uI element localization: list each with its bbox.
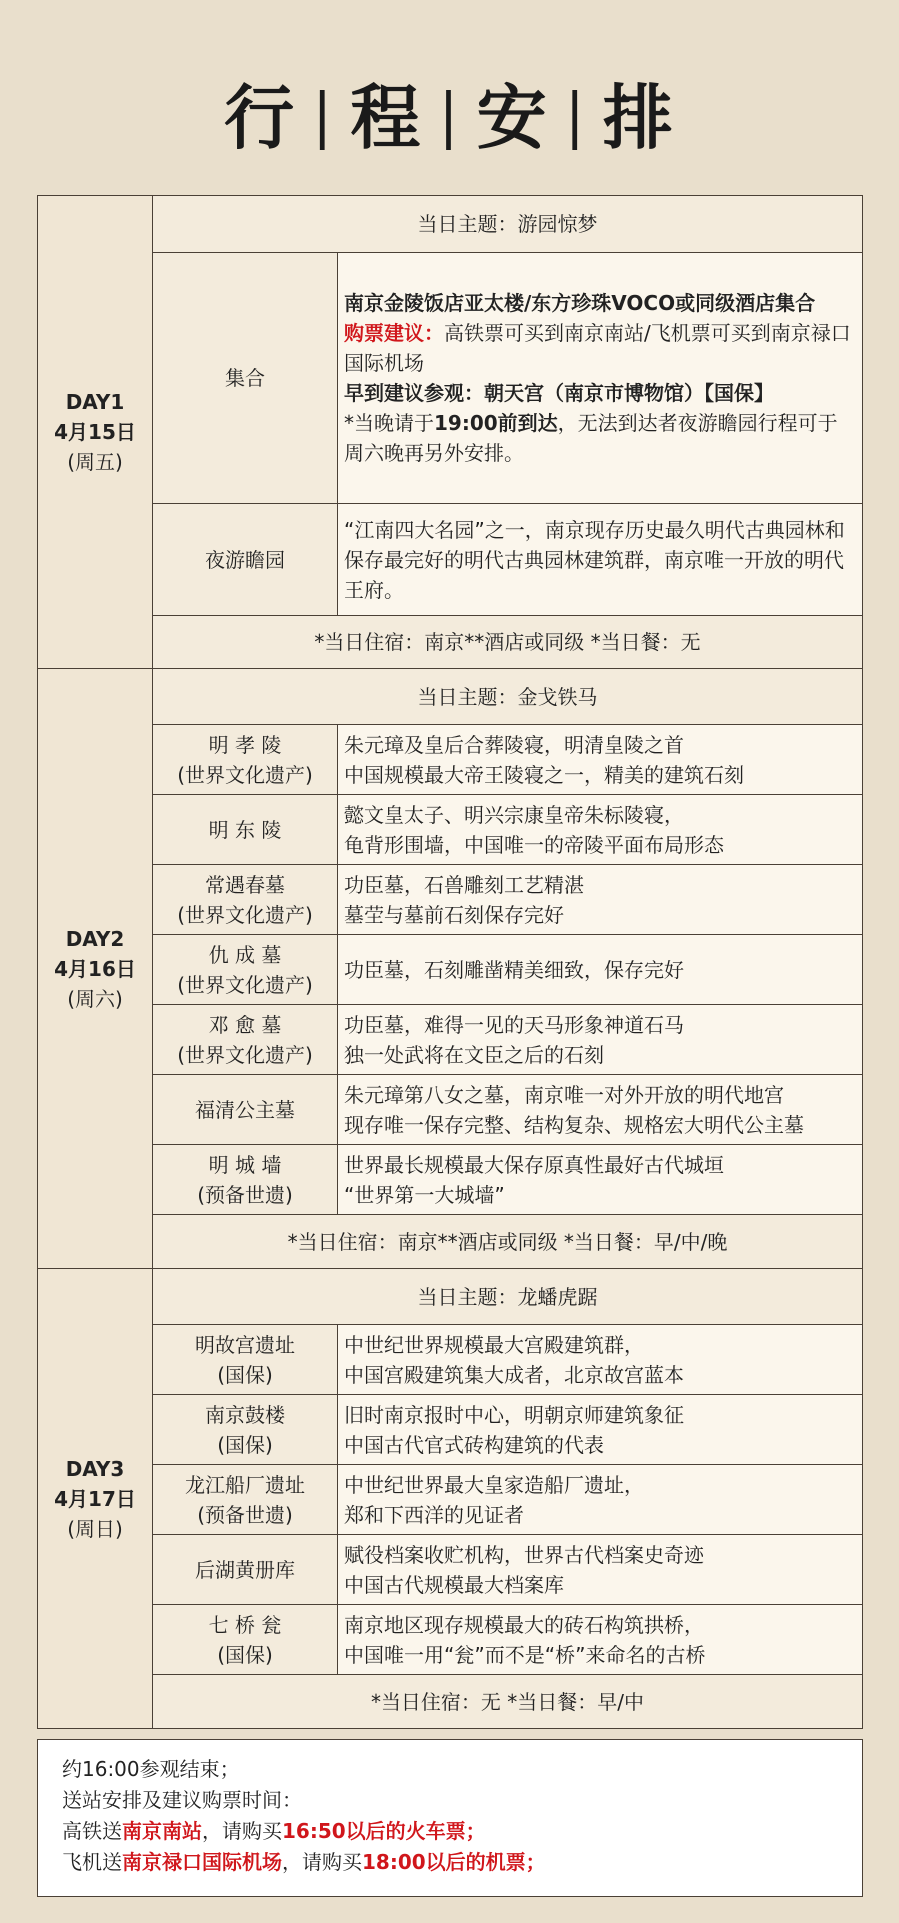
visit-advice <box>344 378 856 408</box>
desc-line: 中国规模最大帝王陵寝之一，精美的建筑石刻 <box>344 762 744 787</box>
desc-line: 中国唯一用“瓮”而不是“桥”来命名的古桥 <box>344 1642 706 1667</box>
desc-line: 中世纪世界规模最大宫殿建筑群， <box>344 1332 644 1357</box>
desc-line: 中国古代官式砖构建筑的代表 <box>344 1432 604 1457</box>
day-footer: *当日住宿：南京**酒店或同级 *当日餐：无 <box>153 616 863 669</box>
title-char: 安 <box>476 76 549 159</box>
place-title: 仇 成 墓 <box>208 942 282 967</box>
place-title: 七 桥 瓮 <box>208 1612 282 1637</box>
place-name <box>153 1145 338 1215</box>
place-title: 邓 愈 墓 <box>208 1012 282 1037</box>
ticket-advice <box>344 318 856 378</box>
day-date: 4月16日 <box>54 956 136 981</box>
table-row <box>38 616 863 669</box>
ticket-text: 高铁票可买到南京南站/飞机票可买到南京禄口国际机场 <box>344 321 851 375</box>
schedule-table <box>37 195 863 1729</box>
desc-line: 中世纪世界最大皇家造船厂遗址， <box>344 1472 644 1497</box>
place-description <box>338 725 863 795</box>
day-cell <box>38 1269 153 1729</box>
closing-line: 送站安排及建议购票时间： <box>62 1788 302 1812</box>
table-row <box>38 669 863 725</box>
desc-line: 南京地区现存规模最大的砖石构筑拱桥， <box>344 1612 704 1637</box>
text: 高铁送 <box>62 1819 122 1843</box>
day-label: DAY2 <box>65 926 125 951</box>
page-title <box>0 62 899 163</box>
ticket-label: 购票建议： <box>344 321 444 345</box>
place-description: “江南四大名园”之一，南京现存历史最久明代古典园林和保存最完好的明代古典园林建筑群，南京唯一开放的明代王府。 <box>338 504 863 616</box>
airport-name: 南京禄口国际机场 <box>122 1850 282 1874</box>
day-label: DAY3 <box>65 1456 125 1481</box>
note-suffix: ，无法到达者夜游瞻园行程可于周六晚再另外安排。 <box>344 411 838 465</box>
title-separator: | <box>564 81 587 151</box>
desc-line: 赋役档案收贮机构，世界古代档案史奇迹 <box>344 1542 704 1567</box>
desc-line: 功臣墓，石刻雕凿精美细致，保存完好 <box>344 957 684 982</box>
desc-line: 朱元璋第八女之墓，南京唯一对外开放的明代地宫 <box>344 1082 784 1107</box>
place-name <box>153 935 338 1005</box>
place-description <box>338 935 863 1005</box>
place-title: 后湖黄册库 <box>195 1557 295 1582</box>
desc-line: 朱元璋及皇后合葬陵寝，明清皇陵之首 <box>344 732 684 757</box>
place-description <box>338 1605 863 1675</box>
place-subtitle: (预备世遗) <box>197 1182 293 1207</box>
place-subtitle: (世界文化遗产) <box>177 1042 313 1067</box>
title-char: 程 <box>350 76 423 159</box>
closing-notes <box>37 1739 863 1897</box>
place-name: 夜游瞻园 <box>153 504 338 616</box>
table-row <box>38 1005 863 1075</box>
table-row <box>38 935 863 1005</box>
desc-line: 功臣墓，石兽雕刻工艺精湛 <box>344 872 584 897</box>
place-name <box>153 795 338 865</box>
place-description <box>338 1465 863 1535</box>
desc-line: 中国古代规模最大档案库 <box>344 1572 564 1597</box>
table-row <box>38 1075 863 1145</box>
place-name <box>153 1075 338 1145</box>
desc-line: 懿文皇太子、明兴宗康皇帝朱标陵寝， <box>344 802 684 827</box>
table-row <box>38 1675 863 1729</box>
table-row <box>38 1395 863 1465</box>
visit-text: 朝天宫（南京市博物馆）【国保】 <box>484 381 774 405</box>
desc-line: 独一处武将在文臣之后的石刻 <box>344 1042 604 1067</box>
place-name <box>153 865 338 935</box>
train-advice <box>62 1816 838 1847</box>
desc-line: 功臣墓，难得一见的天马形象神道石马 <box>344 1012 684 1037</box>
place-name: 集合 <box>153 253 338 504</box>
table-row <box>38 795 863 865</box>
day-theme: 当日主题：金戈铁马 <box>153 669 863 725</box>
table-row <box>38 1215 863 1269</box>
place-subtitle: (世界文化遗产) <box>177 972 313 997</box>
desc-line: 旧时南京报时中心，明朝京师建筑象征 <box>344 1402 684 1427</box>
place-subtitle: (国保) <box>217 1642 273 1667</box>
table-row <box>38 865 863 935</box>
desc-line: 现存唯一保存完整、结构复杂、规格宏大明代公主墓 <box>344 1112 804 1137</box>
place-name <box>153 1325 338 1395</box>
table-row <box>38 1145 863 1215</box>
table-row <box>38 1465 863 1535</box>
title-char: 排 <box>602 76 675 159</box>
place-title: 明 城 墙 <box>208 1152 282 1177</box>
assemble-description <box>338 253 863 504</box>
place-title: 常遇春墓 <box>205 872 285 897</box>
flight-advice <box>62 1847 838 1878</box>
ticket-time: 16:50以后的火车票； <box>282 1819 486 1843</box>
table-row <box>38 1325 863 1395</box>
text: 飞机送 <box>62 1850 122 1874</box>
place-title: 明 孝 陵 <box>208 732 282 757</box>
day-theme: 当日主题：龙蟠虎踞 <box>153 1269 863 1325</box>
place-name <box>153 1395 338 1465</box>
place-description <box>338 1325 863 1395</box>
day-date: 4月17日 <box>54 1486 136 1511</box>
day-weekday: (周五) <box>67 450 123 474</box>
desc-line: 龟背形围墙，中国唯一的帝陵平面布局形态 <box>344 832 724 857</box>
title-separator: | <box>312 81 335 151</box>
place-description <box>338 1075 863 1145</box>
place-description <box>338 865 863 935</box>
table-row <box>38 253 863 504</box>
table-row <box>38 504 863 616</box>
day-cell <box>38 669 153 1269</box>
place-name <box>153 1005 338 1075</box>
table-row <box>38 1605 863 1675</box>
arrival-note <box>344 408 856 468</box>
place-subtitle: (国保) <box>217 1432 273 1457</box>
place-description <box>338 795 863 865</box>
place-name <box>153 1535 338 1605</box>
day-weekday: (周日) <box>67 1516 123 1541</box>
place-subtitle: (国保) <box>217 1362 273 1387</box>
text: ，请购买 <box>202 1819 282 1843</box>
table-row <box>38 1269 863 1325</box>
title-char: 行 <box>224 76 297 159</box>
day-footer: *当日住宿：南京**酒店或同级 *当日餐：早/中/晚 <box>153 1215 863 1269</box>
desc-line: 郑和下西洋的见证者 <box>344 1502 524 1527</box>
day-theme: 当日主题：游园惊梦 <box>153 196 863 253</box>
closing-line: 约16:00参观结束； <box>62 1757 240 1781</box>
title-separator: | <box>438 81 461 151</box>
place-subtitle: (世界文化遗产) <box>177 762 313 787</box>
place-title: 南京鼓楼 <box>205 1402 285 1427</box>
desc-line: 中国宫殿建筑集大成者，北京故宫蓝本 <box>344 1362 684 1387</box>
note-prefix: *当晚请于 <box>344 411 434 435</box>
table-row <box>38 196 863 253</box>
ticket-time: 18:00以后的机票； <box>362 1850 546 1874</box>
place-name <box>153 725 338 795</box>
text: ，请购买 <box>282 1850 362 1874</box>
place-subtitle: (世界文化遗产) <box>177 902 313 927</box>
place-description <box>338 1535 863 1605</box>
place-description <box>338 1005 863 1075</box>
place-title: 龙江船厂遗址 <box>185 1472 305 1497</box>
place-description <box>338 1395 863 1465</box>
place-name <box>153 1605 338 1675</box>
station-name: 南京南站 <box>122 1819 202 1843</box>
desc-line: 墓茔与墓前石刻保存完好 <box>344 902 564 927</box>
desc-line: 世界最长规模最大保存原真性最好古代城垣 <box>344 1152 724 1177</box>
table-row <box>38 725 863 795</box>
day-weekday: (周六) <box>67 986 123 1011</box>
place-title: 福清公主墓 <box>195 1097 295 1122</box>
day-cell <box>38 196 153 669</box>
place-title: 明 东 陵 <box>208 817 282 842</box>
visit-label: 早到建议参观： <box>344 381 484 405</box>
day-label: DAY1 <box>65 390 125 414</box>
assemble-line: 南京金陵饭店亚太楼/东方珍珠VOCO或同级酒店集合 <box>344 291 816 315</box>
place-description <box>338 1145 863 1215</box>
place-subtitle: (预备世遗) <box>197 1502 293 1527</box>
place-title: 明故宫遗址 <box>195 1332 295 1357</box>
table-row <box>38 1535 863 1605</box>
day-footer: *当日住宿：无 *当日餐：早/中 <box>153 1675 863 1729</box>
place-name <box>153 1465 338 1535</box>
day-date: 4月15日 <box>54 420 136 444</box>
note-bold: 19:00前到达 <box>434 411 558 435</box>
desc-line: “世界第一大城墙” <box>344 1182 505 1207</box>
